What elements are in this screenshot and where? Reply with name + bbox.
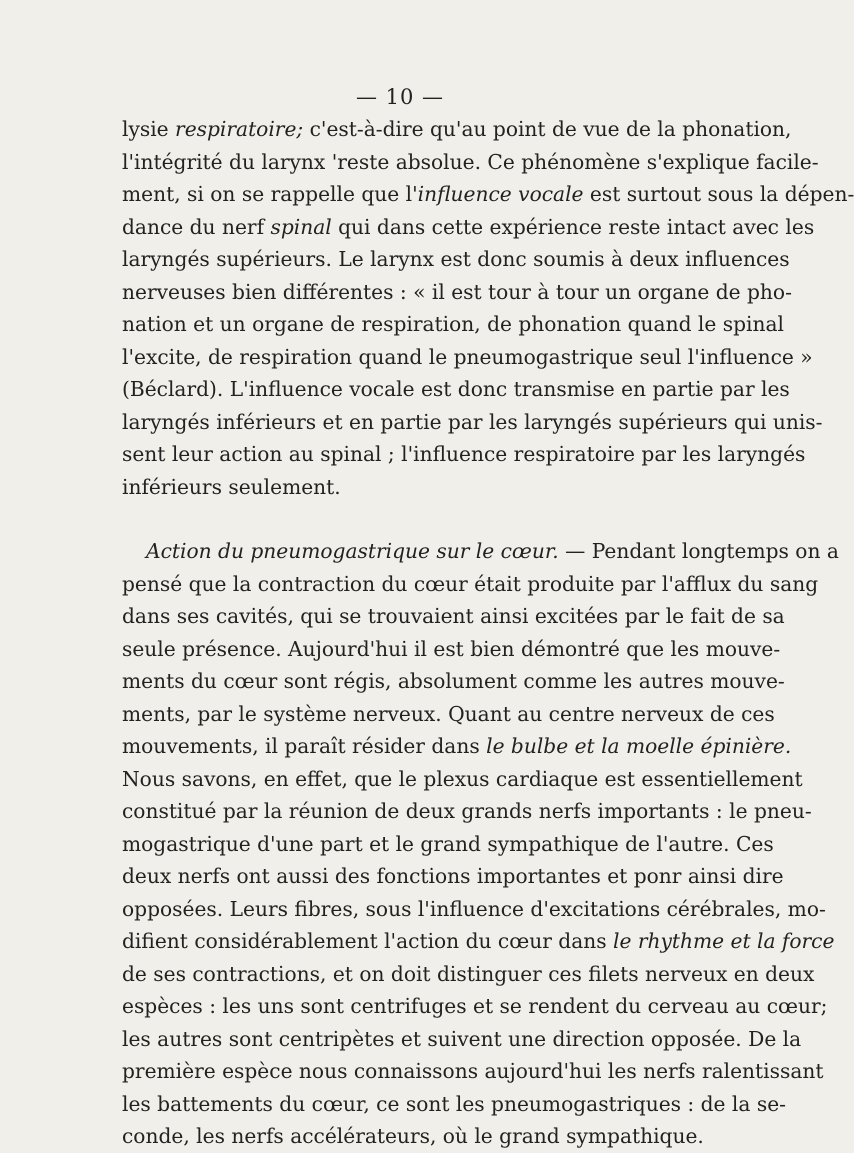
text-line <box>122 211 815 244</box>
page-number: — 10 — <box>355 85 445 109</box>
text-segment: constitué par la réunion de deux grands nerfs importants : le pneu- <box>122 799 812 823</box>
text-line <box>122 568 819 601</box>
text-segment: Nous savons, en effet, que le plexus cardiaque est essentiellement <box>122 766 803 791</box>
text-segment: espèces : les uns sont centrifuges et se rendent du cerveau au cœur; <box>122 994 828 1018</box>
text-segment: l'excite, de respiration quand le pneumogastrique seul l'influence » <box>122 344 813 369</box>
text-segment: pensé que la contraction du cœur était produite par l'afflux du sang <box>122 571 819 596</box>
text-line <box>122 828 774 861</box>
text-line <box>122 406 823 439</box>
text-line <box>122 665 785 698</box>
text-segment: nerveuses bien différentes : « il est tour à tour un organe de pho- <box>122 279 792 304</box>
text-line <box>122 341 813 374</box>
italic-text: respiratoire; <box>175 117 304 141</box>
text-line <box>122 1055 824 1088</box>
text-segment: laryngés supérieurs. Le larynx est donc soumis à deux influences <box>122 247 790 271</box>
text-line <box>122 633 781 666</box>
italic-text: le rhythme et la force <box>613 929 835 953</box>
text-line <box>122 438 806 471</box>
italic-text: spinal <box>270 214 332 239</box>
text-segment: les autres sont centripètes et suivent une direction opposée. De la <box>122 1026 802 1051</box>
text-segment: c'est-à-dire qu'au point de vue de la phonation, <box>303 117 792 141</box>
text-segment: inférieurs seulement. <box>122 474 341 499</box>
text-line <box>122 146 819 179</box>
text-segment: difient considérablement l'action du cœur dans <box>122 929 614 953</box>
text-segment: dans ses cavités, qui se trouvaient ainsi excitées par le fait de sa <box>122 604 785 628</box>
text-segment: laryngés inférieurs et en partie par les laryngés supérieurs qui unis- <box>122 409 823 434</box>
text-segment: ments du cœur sont régis, absolument comme les autres mouve- <box>122 669 785 693</box>
text-line <box>122 730 792 763</box>
text-segment: nation et un organe de respiration, de phonation quand le spinal <box>122 312 784 336</box>
text-line <box>122 471 766 504</box>
text-segment: seule présence. Aujourd'hui il est bien démontré que les mouve- <box>122 636 781 661</box>
text-line <box>122 276 792 309</box>
text-line <box>122 113 792 146</box>
text-line <box>122 373 790 406</box>
text-line <box>122 698 775 731</box>
text-segment: dance du nerf <box>122 214 271 239</box>
italic-text: influence vocale <box>417 182 584 206</box>
text-line <box>122 763 803 796</box>
text-line <box>122 893 826 926</box>
paragraph-pneumogastrique <box>122 535 839 1153</box>
text-line <box>122 1023 802 1056</box>
text-segment: les battements du cœur, ce sont les pneumogastriques : de la se- <box>122 1091 786 1116</box>
text-line <box>122 243 790 276</box>
text-segment: de ses contractions, et on doit distinguer ces filets nerveux en deux <box>122 961 815 986</box>
text-segment: est surtout sous la dépen- <box>583 182 854 206</box>
text-segment: lysie <box>122 117 176 141</box>
text-segment: ment, si on se rappelle que l' <box>122 182 418 206</box>
text-line <box>122 535 839 568</box>
text-segment: première espèce nous connaissons aujourd'hui les nerfs ralentissant <box>122 1059 824 1083</box>
italic-text: le bulbe et la moelle épinière. <box>486 734 792 758</box>
text-line <box>122 990 828 1023</box>
text-segment: mouvements, il paraît résider dans <box>122 734 487 758</box>
text-line <box>122 1120 766 1153</box>
text-line <box>122 600 785 633</box>
text-line <box>122 795 812 828</box>
text-segment: deux nerfs ont aussi des fonctions importantes et ponr ainsi dire <box>122 864 784 888</box>
italic-text: Action du pneumogastrique sur le cœur. <box>146 539 559 563</box>
text-line <box>122 925 835 958</box>
text-segment: ments, par le système nerveux. Quant au centre nerveux de ces <box>122 701 775 726</box>
paragraph-respiration <box>122 113 854 503</box>
text-line <box>122 178 854 211</box>
text-segment: (Béclard). L'influence vocale est donc transmise en partie par les <box>122 377 790 401</box>
text-segment: qui dans cette expérience reste intact avec les <box>331 214 815 239</box>
text-line <box>122 958 815 991</box>
text-segment: mogastrique d'une part et le grand sympathique de l'autre. Ces <box>122 831 774 856</box>
text-segment: — Pendant longtemps on a <box>558 539 839 563</box>
text-line <box>122 1088 786 1121</box>
text-line <box>122 308 784 341</box>
text-segment: conde, les nerfs accélérateurs, où le grand sympathique. <box>122 1124 704 1148</box>
text-segment: opposées. Leurs fibres, sous l'influence d'excitations cérébrales, mo- <box>122 896 826 921</box>
text-segment: l'intégrité du larynx 'reste absolue. Ce phénomène s'explique facile- <box>122 149 819 174</box>
text-segment: sent leur action au spinal ; l'influence respiratoire par les laryngés <box>122 442 806 466</box>
text-line <box>122 860 784 893</box>
